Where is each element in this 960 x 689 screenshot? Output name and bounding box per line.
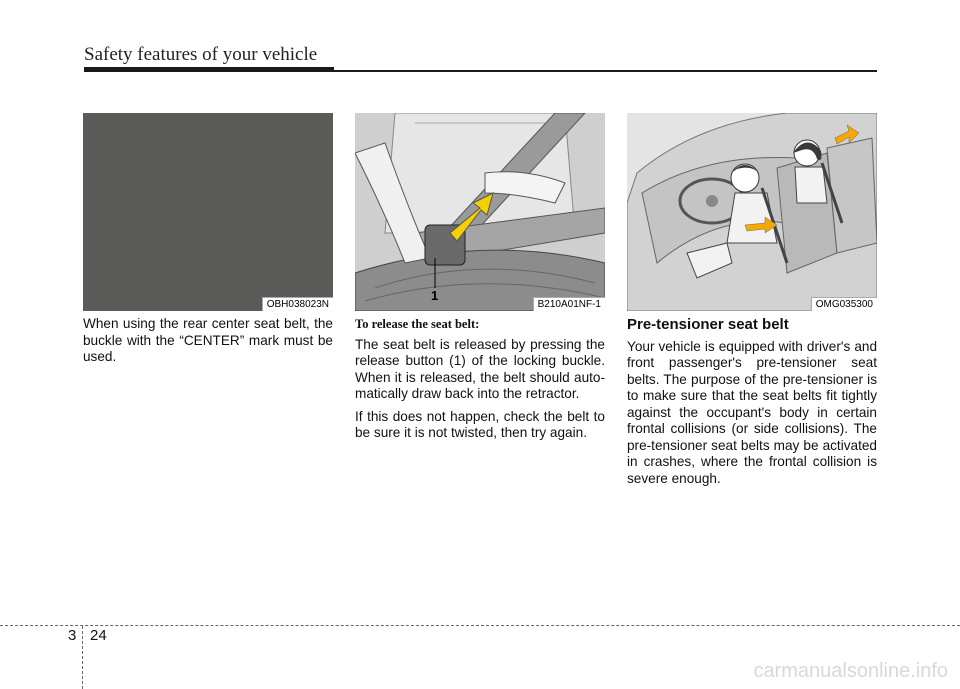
header-title: Safety features of your vehicle — [84, 44, 318, 65]
figure-belt-release — [355, 113, 605, 311]
column-left — [83, 316, 333, 372]
release-belt-paragraph-1: The seat belt is released by pressing the release button (1) of the locking buckle. When it is released, the belt should auto-matically draw back into the retractor. — [355, 336, 605, 401]
figure-code: OMG035300 — [811, 297, 877, 311]
column-right — [627, 316, 877, 493]
release-belt-paragraph-2: If this does not happen, check the belt to be sure it is not twisted, then try again. — [355, 408, 605, 440]
header-rule-thick — [84, 67, 334, 72]
pretensioner-paragraph: Your vehicle is equipped with driver's and front passenger's pre-tensioner seat belts. The purpose of the pre-tensioner is to make sure that the seat belts fit tightly against the occupant's body in certain frontal collisions (or side collisions). The pre-tensioner seat belts may be activated in crashes, where the frontal collision is severe enough. — [627, 338, 877, 486]
figure-code: B210A01NF-1 — [533, 297, 605, 311]
column-middle — [355, 316, 605, 448]
belt-release-illustration — [355, 113, 605, 311]
figure-code: OBH038023N — [262, 297, 333, 311]
pretensioner-illustration — [627, 113, 877, 311]
header-rule-thin — [334, 70, 877, 72]
page-number: 24 — [90, 627, 107, 644]
footer-dashed-rule — [0, 625, 960, 626]
figure-pretensioner — [627, 113, 877, 311]
release-belt-heading: To release the seat belt: — [355, 317, 480, 331]
callout-number: 1 — [431, 288, 439, 303]
rear-center-belt-text: When using the rear center seat belt, the buckle with the “CENTER” mark must be used. — [83, 316, 333, 364]
pretensioner-heading: Pre-tensioner seat belt — [627, 316, 789, 333]
figure-rear-center-belt — [83, 113, 333, 311]
footer-dashed-divider — [82, 626, 83, 689]
page-chapter: 3 — [68, 627, 77, 644]
watermark: carmanualsonline.info — [753, 660, 948, 682]
